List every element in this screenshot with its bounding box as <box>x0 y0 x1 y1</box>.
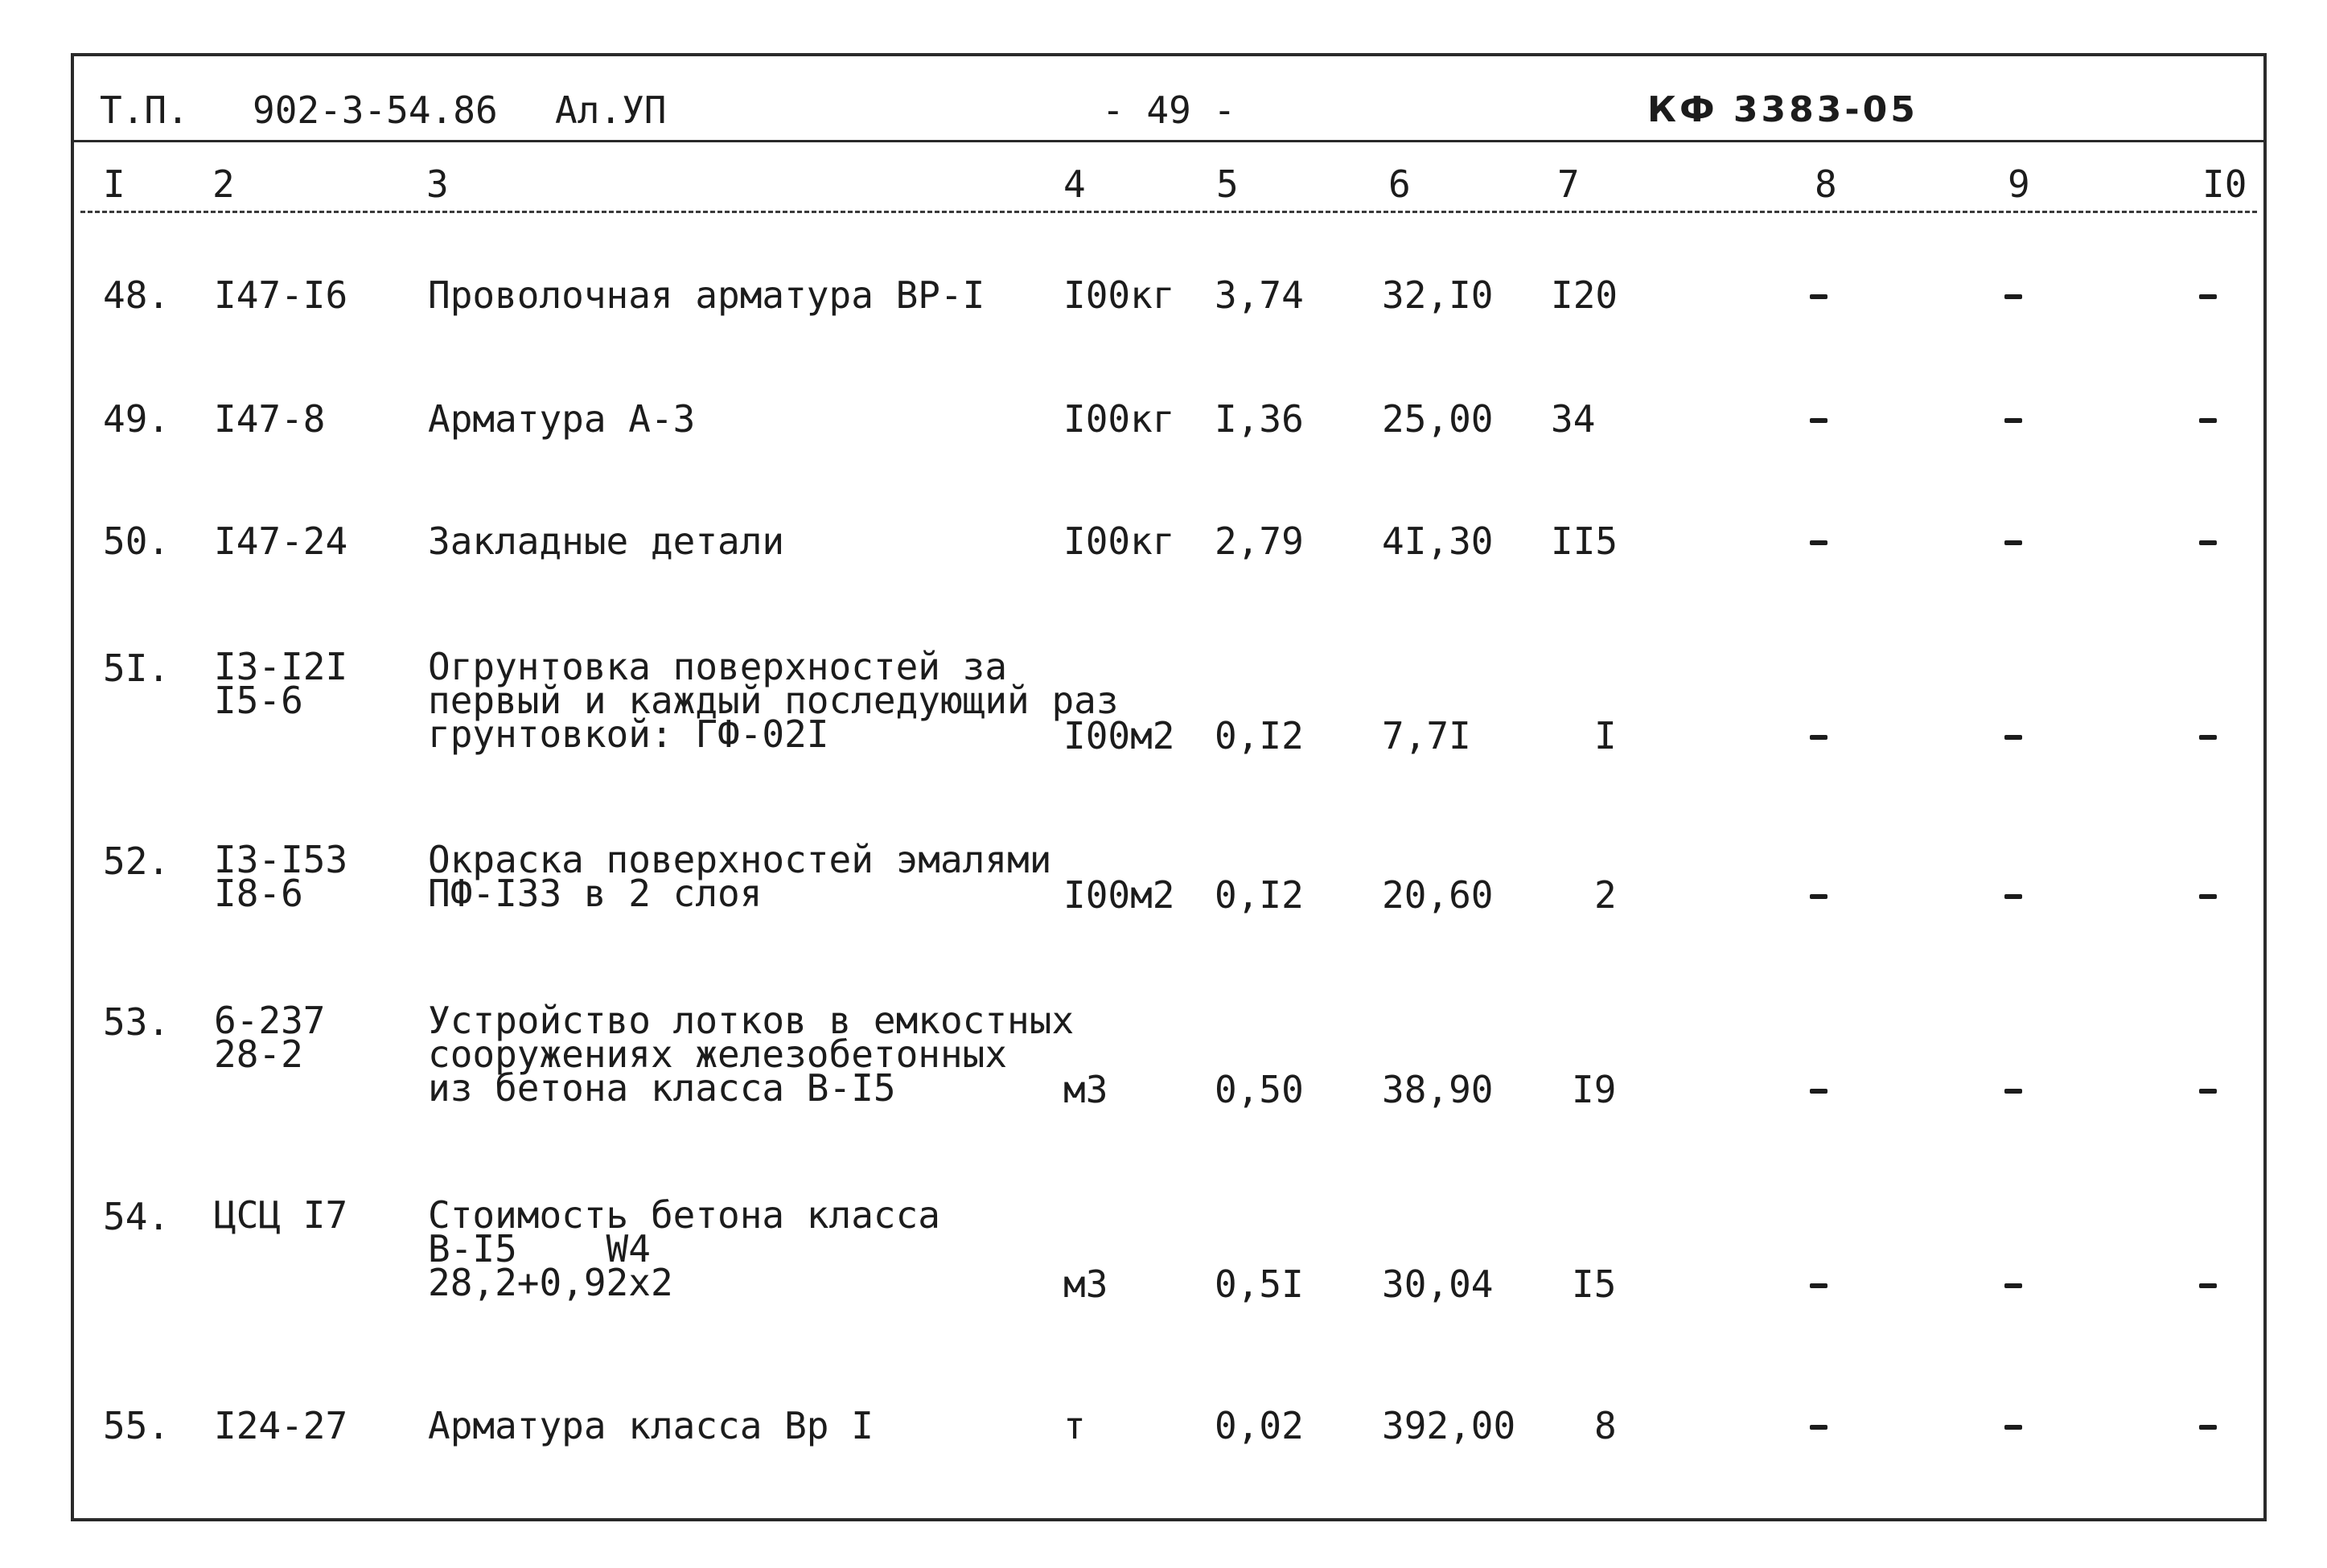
row-quantity: 0,02 <box>1215 1404 1304 1447</box>
empty-cell-dash <box>2199 894 2217 899</box>
row-total: II5 <box>1551 519 1618 563</box>
row-unit-price: 38,90 <box>1382 1068 1494 1111</box>
row-description: В-I5 W4 <box>428 1227 651 1270</box>
row-description: Устройство лотков в емкостных <box>428 999 1075 1042</box>
header-album: Ал.УП <box>555 88 667 132</box>
row-unit-price: 7,7I <box>1382 714 1471 757</box>
empty-cell-dash <box>2004 1283 2022 1288</box>
row-number: 49. <box>103 397 171 441</box>
empty-cell-dash <box>2199 1425 2217 1430</box>
col-header-3: 3 <box>426 162 449 206</box>
row-unit: м3 <box>1063 1068 1108 1111</box>
empty-cell-dash <box>1810 735 1827 740</box>
row-total: I5 <box>1572 1262 1617 1306</box>
row-quantity: 0,I2 <box>1215 714 1304 757</box>
row-code: I8-6 <box>214 872 303 915</box>
row-description: Арматура класса Вр I <box>428 1404 874 1447</box>
row-number: 55. <box>103 1404 171 1447</box>
empty-cell-dash <box>2199 418 2217 423</box>
row-total: 8 <box>1594 1404 1617 1447</box>
row-code: I3-I2I <box>214 645 348 688</box>
row-code: I24-27 <box>214 1404 348 1447</box>
row-code: I47-I6 <box>214 273 348 317</box>
row-description: Арматура А-3 <box>428 397 696 441</box>
col-header-1: I <box>103 162 125 206</box>
row-description: Закладные детали <box>428 519 785 563</box>
row-number: 48. <box>103 273 171 317</box>
header-tp: Т.П. <box>100 88 189 132</box>
row-code: I47-8 <box>214 397 326 441</box>
row-total: I <box>1594 714 1617 757</box>
row-code: 28-2 <box>214 1032 303 1076</box>
row-unit-price: 25,00 <box>1382 397 1494 441</box>
header-doc-code: КФ 3383-05 <box>1647 89 1918 130</box>
row-total: I20 <box>1551 273 1618 317</box>
col-header-5: 5 <box>1216 162 1239 206</box>
row-unit: I00кг <box>1063 273 1175 317</box>
row-unit: I00м2 <box>1063 873 1175 917</box>
row-unit-price: 20,60 <box>1382 873 1494 917</box>
empty-cell-dash <box>2199 540 2217 545</box>
empty-cell-dash <box>2004 418 2022 423</box>
row-code: I5-6 <box>214 679 303 722</box>
empty-cell-dash <box>2004 1089 2022 1094</box>
row-code: ЦСЦ I7 <box>214 1193 348 1237</box>
empty-cell-dash <box>2199 1089 2217 1094</box>
row-quantity: 0,50 <box>1215 1068 1304 1111</box>
row-description: Огрунтовка поверхностей за <box>428 645 1008 688</box>
row-quantity: 0,I2 <box>1215 873 1304 917</box>
empty-cell-dash <box>1810 1425 1827 1430</box>
empty-cell-dash <box>1810 1089 1827 1094</box>
row-description: первый и каждый последующий раз <box>428 679 1119 722</box>
row-code: I3-I53 <box>214 838 348 881</box>
row-quantity: I,36 <box>1215 397 1304 441</box>
col-header-7: 7 <box>1557 162 1580 206</box>
row-unit: I00кг <box>1063 397 1175 441</box>
row-quantity: 2,79 <box>1215 519 1304 563</box>
empty-cell-dash <box>2199 294 2217 299</box>
empty-cell-dash <box>2004 735 2022 740</box>
row-unit: I00кг <box>1063 519 1175 563</box>
col-header-6: 6 <box>1388 162 1411 206</box>
row-description: 28,2+0,92х2 <box>428 1261 673 1304</box>
col-header-8: 8 <box>1815 162 1837 206</box>
empty-cell-dash <box>2004 894 2022 899</box>
col-header-9: 9 <box>2008 162 2030 206</box>
row-number: 50. <box>103 519 171 563</box>
col-header-10: I0 <box>2202 162 2247 206</box>
row-number: 5I. <box>103 646 171 690</box>
row-unit: т <box>1063 1404 1086 1447</box>
empty-cell-dash <box>1810 1283 1827 1288</box>
row-total: I9 <box>1572 1068 1617 1111</box>
row-description: Окраска поверхностей эмалями <box>428 838 1052 881</box>
empty-cell-dash <box>1810 294 1827 299</box>
column-header-divider <box>80 211 2257 213</box>
col-header-2: 2 <box>212 162 235 206</box>
empty-cell-dash <box>2004 294 2022 299</box>
row-code: I47-24 <box>214 519 348 563</box>
empty-cell-dash <box>1810 894 1827 899</box>
row-description: сооружениях железобетонных <box>428 1032 1008 1076</box>
row-number: 52. <box>103 839 171 883</box>
header-divider <box>71 140 2267 142</box>
row-total: 34 <box>1551 397 1596 441</box>
header-project: 902-3-54.86 <box>253 88 498 132</box>
col-header-4: 4 <box>1063 162 1086 206</box>
empty-cell-dash <box>1810 540 1827 545</box>
row-description: из бетона класса В-I5 <box>428 1066 896 1110</box>
row-code: 6-237 <box>214 999 326 1042</box>
row-number: 54. <box>103 1195 171 1238</box>
row-unit-price: 30,04 <box>1382 1262 1494 1306</box>
empty-cell-dash <box>2199 1283 2217 1288</box>
row-description: грунтовкой: ГФ-02I <box>428 712 829 756</box>
row-quantity: 3,74 <box>1215 273 1304 317</box>
row-total: 2 <box>1594 873 1617 917</box>
row-unit-price: 32,I0 <box>1382 273 1494 317</box>
empty-cell-dash <box>2004 540 2022 545</box>
row-number: 53. <box>103 1000 171 1044</box>
row-description: Проволочная арматура ВР-I <box>428 273 985 317</box>
empty-cell-dash <box>2004 1425 2022 1430</box>
row-unit-price: 4I,30 <box>1382 519 1494 563</box>
header-page-number: - 49 - <box>1102 88 1236 132</box>
empty-cell-dash <box>2199 735 2217 740</box>
row-unit-price: 392,00 <box>1382 1404 1516 1447</box>
row-unit: м3 <box>1063 1262 1108 1306</box>
row-description: ПФ-I33 в 2 слоя <box>428 872 763 915</box>
row-description: Стоимость бетона класса <box>428 1193 940 1237</box>
empty-cell-dash <box>1810 418 1827 423</box>
row-quantity: 0,5I <box>1215 1262 1304 1306</box>
row-unit: I00м2 <box>1063 714 1175 757</box>
